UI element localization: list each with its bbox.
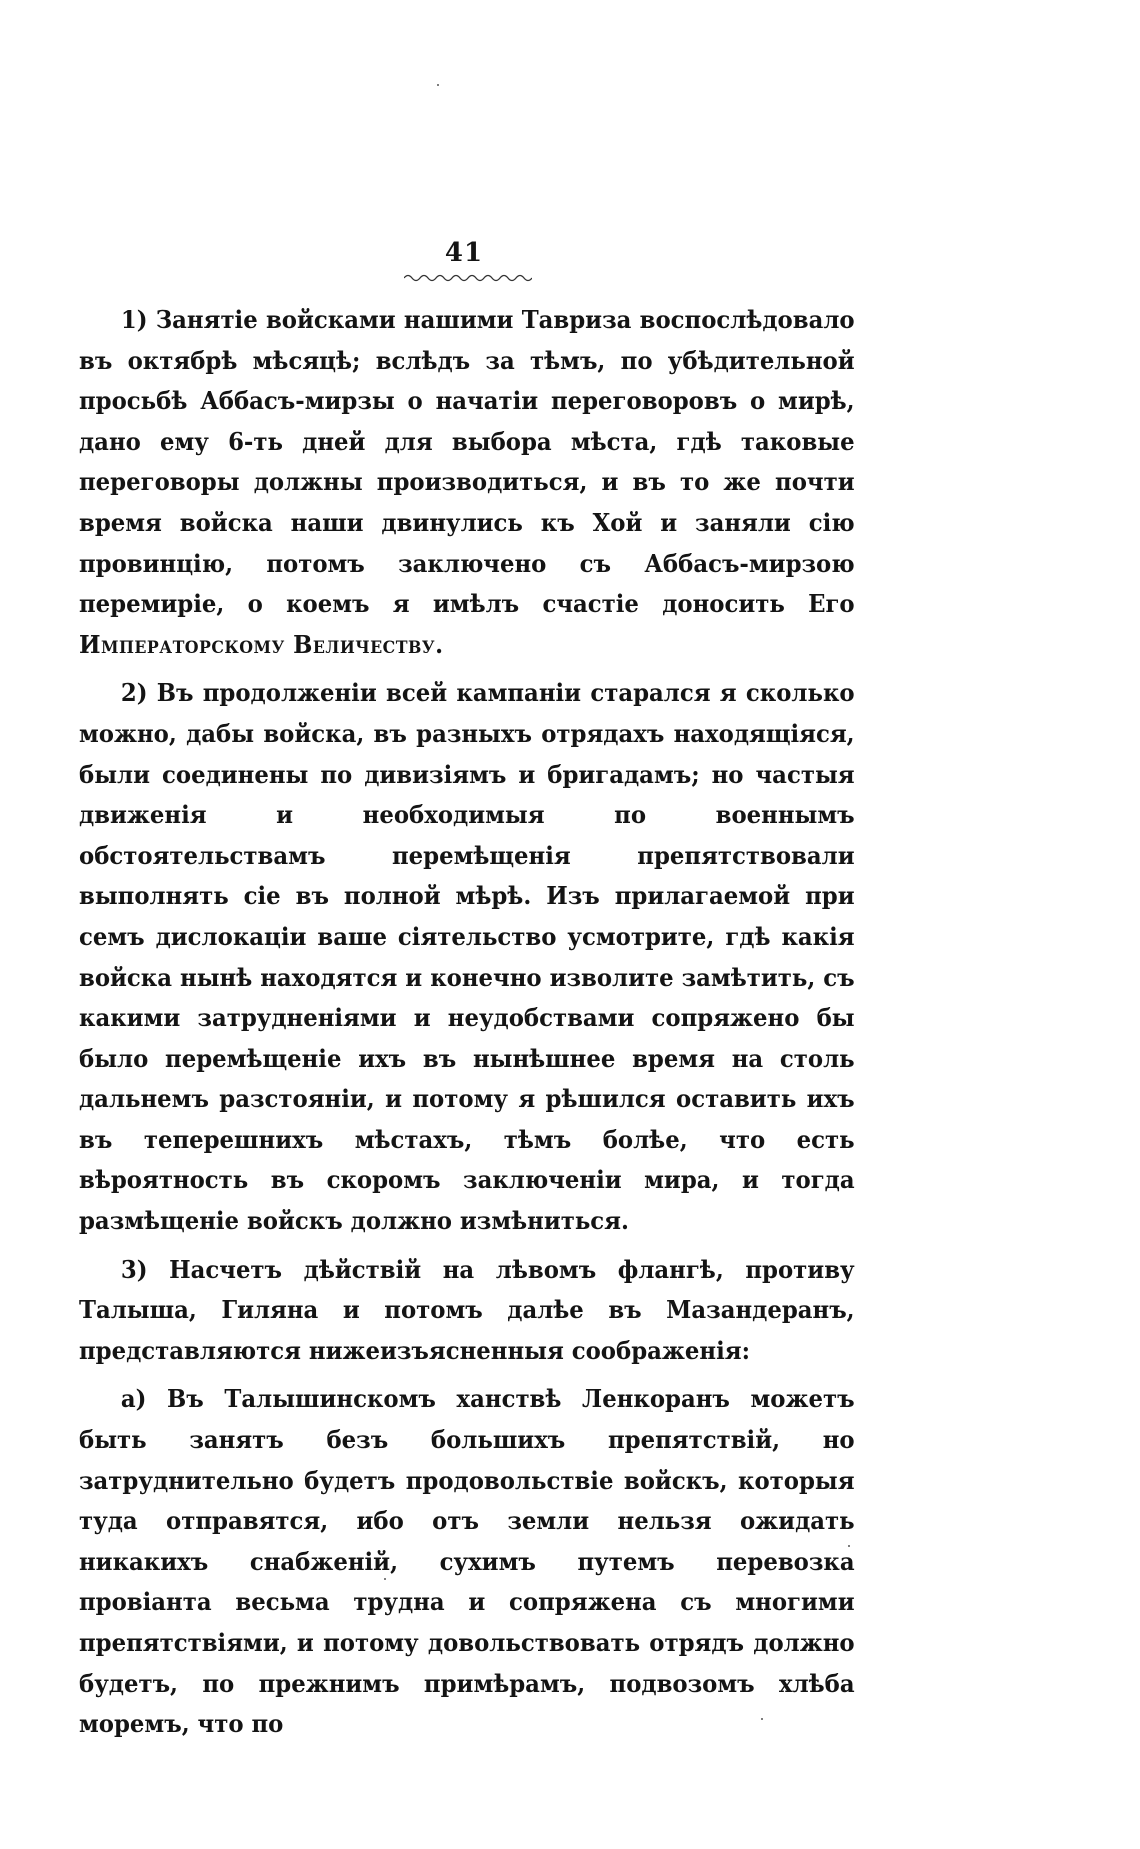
ink-speck xyxy=(384,1578,386,1580)
paragraph-4: а) Въ Талышинскомъ ханствѣ Ленкоранъ можетъ быть занятъ безъ большихъ препятствій, но затруднительно будетъ продовольствіе войскъ, которыя туда отправятся, ибо отъ земли нельзя ожидать никакихъ снабженій, сухимъ путемъ перевозка провіанта весьма трудна и сопряжена съ многими препятствіями, и потому довольствовать отрядъ должно будетъ, по прежнимъ примѣрамъ, подвозомъ хлѣба моремъ, что по xyxy=(79,1384,855,1739)
paragraph-1-text: 1) Занятіе войсками нашими Тавриза воспослѣдовало въ октябрѣ мѣсяцѣ; вслѣдъ за тѣмъ, по убѣдительной просьбѣ Аббасъ-мирзы о начатіи переговоровъ о мирѣ, дано ему 6-ть дней для выбора мѣста, гдѣ таковые переговоры должны производиться, и въ то же почти время войска наши двинулись къ Хой и заняли сію провинцію, потомъ заключено съ Аббасъ-мирзою перемиріе, о коемъ я имѣлъ счастіе доносить Его xyxy=(79,305,855,619)
ink-speck xyxy=(848,1545,850,1547)
wavy-rule-ornament xyxy=(404,272,532,282)
paragraph-3: 3) Насчетъ дѣйствій на лѣвомъ флангѣ, противу Талыша, Гиляна и потомъ далѣе въ Мазандеранъ, представляются нижеизъясненныя соображенія: xyxy=(79,1254,855,1365)
ink-speck xyxy=(437,84,439,86)
paragraph-2: 2) Въ продолженіи всей кампаніи старался я сколько можно, дабы войска, въ разныхъ отрядахъ находящіяся, были соединены по дивизіямъ и бригадамъ; но частыя движенія и необходимыя по военнымъ обстоятельствамъ перемѣщенія препятствовали выполнять сіе въ полной мѣрѣ. Изъ прилагаемой при семъ дислокаціи ваше сіятельство усмотрите, гдѣ какія войска нынѣ находятся и конечно изволите замѣтить, съ какими затрудненіями и неудобствами сопряжено бы было перемѣщеніе ихъ въ нынѣшнее время на столь дальнемъ разстояніи, и потому я рѣшился оставить ихъ въ теперешнихъ мѣстахъ, тѣмъ болѣе, что есть вѣроятность въ скоромъ заключеніи мира, и тогда размѣщеніе войскъ должно измѣниться. xyxy=(79,678,855,1236)
body-text xyxy=(79,300,855,1753)
page-number: 41 xyxy=(444,238,484,268)
paragraph-1 xyxy=(79,300,855,665)
paragraph-1-small-caps: Императорскому Величеству. xyxy=(79,629,444,659)
ink-speck xyxy=(761,1718,763,1720)
